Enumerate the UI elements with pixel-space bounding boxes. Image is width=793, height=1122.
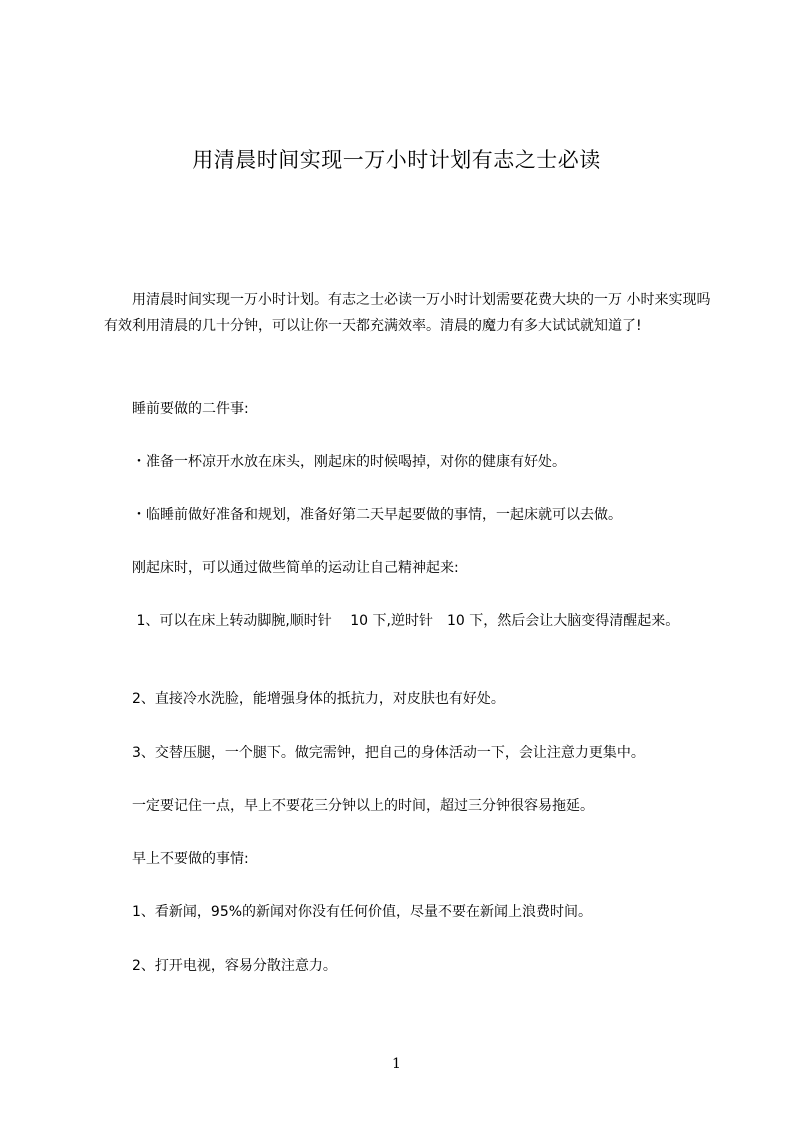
paragraph-three-minutes: 一定要记住一点，早上不要花三分钟以上的时间，超过三分钟很容易拖延。 [104, 798, 594, 814]
paragraph-intro: 用清晨时间实现一万小时计划。有志之士必读一万小时计划需要花费大块的一万 小时来实现吗有效利用清晨的几十分钟，可以让你一天都充满效率。清晨的魔力有多大试试就知道了! [104, 292, 711, 334]
document-title: 用清晨时间实现一万小时计划有志之士必读 [192, 148, 601, 172]
paragraph-item-legs: 3、交替压腿，一个腿下。做完需钟，把自己的身体活动一下，会让注意力更集中。 [104, 745, 645, 761]
paragraph-item-cold-water: 2、直接冷水洗脸，能增强身体的抵抗力，对皮肤也有好处。 [104, 691, 505, 707]
paragraph-item-ankle: 1、可以在床上转动脚腕,顺时针 10 下,逆时针 10 下，然后会让大脑变得清醒起来。 [104, 613, 680, 629]
paragraph-before-sleep-heading: 睡前要做的二件事: [104, 401, 249, 417]
paragraph-wake-up-heading: 刚起床时，可以通过做些简单的运动让自己精神起来: [104, 560, 459, 576]
paragraph-item-tv: 2、打开电视，容易分散注意力。 [104, 958, 337, 974]
paragraph-morning-dont-heading: 早上不要做的事情: [104, 851, 249, 867]
paragraph-bullet-plan: ・临睡前做好准备和规划，准备好第二天早起要做的事情，一起床就可以去做。 [104, 507, 622, 523]
paragraph-item-news: 1、看新闻，95%的新闻对你没有任何价值，尽量不要在新闻上浪费时间。 [104, 904, 593, 920]
page-number: 1 [392, 1056, 401, 1072]
paragraph-bullet-water: ・准备一杯凉开水放在床头，刚起床的时候喝掉，对你的健康有好处。 [104, 454, 566, 470]
